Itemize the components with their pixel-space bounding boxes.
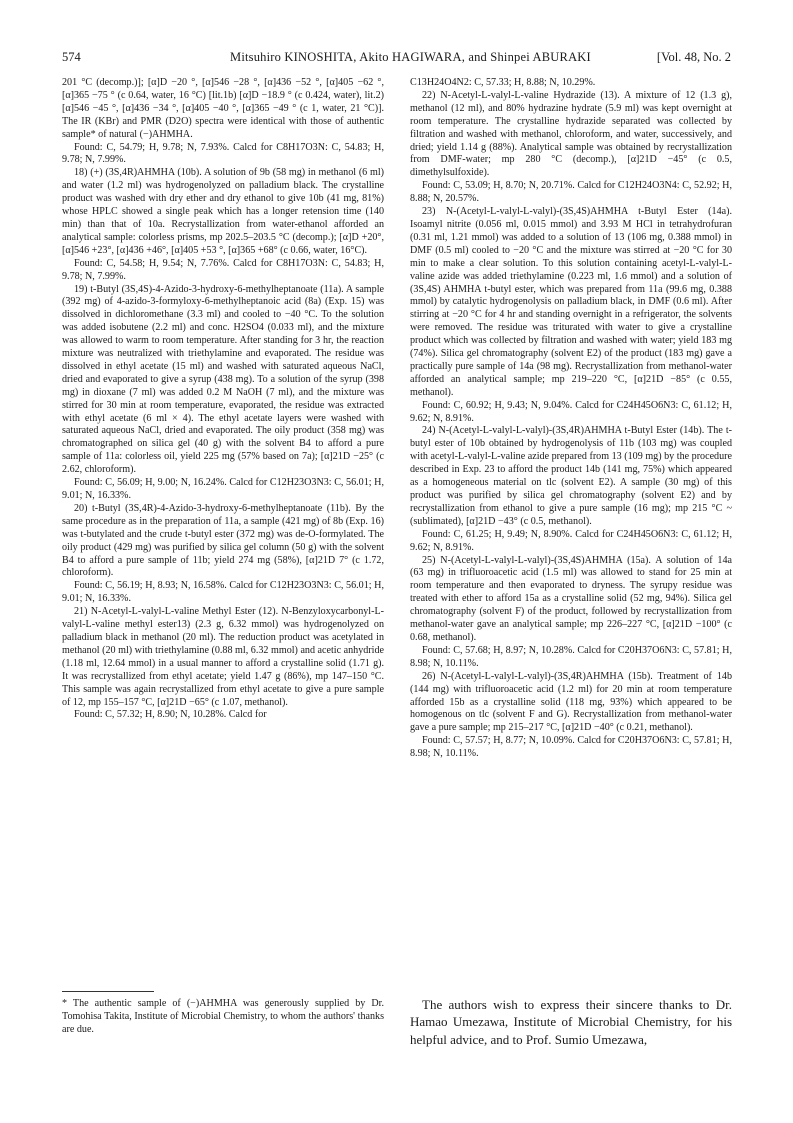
- acknowledgement: [410, 996, 732, 1048]
- running-header: [62, 50, 731, 70]
- footnote: * The authentic sample of (−)AHMHA was generously supplied by Dr. Tomohisa Takita, Institute of Microbial Chemistry, to whom the authors' thanks are due.: [62, 998, 384, 1036]
- volume-label: [Vol. 48, No. 2: [656, 50, 731, 64]
- analysis-line: Found: C, 57.32; H, 8.90; N, 10.28%. Calcd for: [74, 709, 267, 721]
- experimental-paragraph: 24) N-(Acetyl-L-valyl-L-valyl)-(3S,4R)AHMHA t-Butyl Ester (14b). The t-butyl ester of 10b obtained by hydrogenolysis of 11b (103 mg) was coupled with acetyl-L-valyl-L-valine azide prepared from 13 (109 mg) by the procedure described in Exp. 23 to afford the product 14b (141 mg, 75%) which appeared as a homogeneous material on tlc (solvent E2). A sample (30 mg) of this product was purified by silica gel chromatography (solvent E2) and by recrystallization from ethanol to give a pure sample (16 mg); mp 215 °C ~ (sublimated), [α]21D −43° (c 0.5, methanol).: [410, 425, 732, 527]
- experimental-paragraph: 26) N-(Acetyl-L-valyl-L-valyl)-(3S,4R)AHMHA (15b). Treatment of 14b (144 mg) with trifluoroacetic acid (1.2 ml) for 20 min at room temperature afforded 15b as a crystalline solid (118 mg, 93%) which appeared to be homogenous on tlc (solvent F and G). Recrystallization from methanol-water gave a pure sample; mp 215–217 °C, [α]21D −40° (c 0.21, methanol).: [410, 670, 732, 734]
- analysis-line: Found: C, 57.68; H, 8.97; N, 10.28%. Calcd for C20H37O6N3: C, 57.81; H, 8.98; N, 10.11%.: [410, 644, 732, 669]
- analysis-line: Found: C, 57.57; H, 8.77; N, 10.09%. Calcd for C20H37O6N3: C, 57.81; H, 8.98; N, 10.11%.: [410, 735, 732, 760]
- analysis-line: Found: C, 56.19; H, 8.93; N, 16.58%. Calcd for C12H23O3N3: C, 56.01; H, 9.01; N, 16.33%.: [62, 580, 384, 605]
- running-authors: Mitsuhiro KINOSHITA, Akito HAGIWARA, and Shinpei ABURAKI: [230, 50, 591, 64]
- analysis-line: Found: C, 61.25; H, 9.49; N, 8.90%. Calcd for C24H45O6N3: C, 61.12; H, 9.62; N, 8.91%.: [410, 528, 732, 553]
- footnote-rule: [62, 991, 154, 992]
- paragraph: 201 °C (decomp.)]; [α]D −20 °, [α]546 −28 °, [α]436 −52 °, [α]405 −62 °, [α]365 −75 ° (c 0.64, water, 16 °C) [lit.1b) [α]D −18.9 ° (c 0.424, water), lit.2) [α]546 −45 °, [α]436 −34 °, [α]405 −40 °, [α]365 −49 ° (c 1, water, 21 °C)]. The IR (KBr) and PMR (D2O) spectra were identical with those of authentic sample* of natural (−)AHMHA.: [62, 77, 384, 140]
- analysis-line: Found: C, 54.79; H, 9.78; N, 7.93%. Calcd for C8H17O3N: C, 54.83; H, 9.78; N, 7.99%.: [62, 141, 384, 166]
- left-column: [62, 77, 384, 722]
- analysis-line: Found: C, 56.09; H, 9.00; N, 16.24%. Calcd for C12H23O3N3: C, 56.01; H, 9.01; N, 16.33%.: [62, 477, 384, 501]
- acknowledgement-text: The authors wish to express their sincere thanks to Dr. Hamao Umezawa, Institute of Microbial Chemistry, for his helpful advice, and to Prof. Sumio Umezawa,: [410, 997, 732, 1047]
- right-column: [410, 77, 732, 761]
- experimental-paragraph: 19) t-Butyl (3S,4S)-4-Azido-3-hydroxy-6-methylheptanoate (11a). A sample (392 mg) of 4-azido-3-formyloxy-6-methylheptanoic acid (8a) (Exp. 15) was dissolved in dichloromethane (3.3 ml) and cooled to −40 °C. To the solution was added isobutene (2.2 ml) and conc. H2SO4 (0.033 ml), and the mixture was allowed to warm to room temperature. After standing for 3 hr, the reaction mixture was neutralized with triethylamine and evaporated. The residue was dissolved in ethyl acetate (15 ml) and washed with saturated aqueous NaCl, dried and evaporated to give a syrup (438 mg). To a solution of the syrup (398 mg) in dioxane (7 ml) was added 0.2 M NaOH (7 ml), and the mixture was stirred for 30 min at room temperature, evaporated, the residue was extracted with ethyl acetate (6 ml × 4). The ethyl acetate layers were washed with saturated aqueous NaCl, dried and evaporated. The oily product (358 mg) was chromatographed on silica gel (40 g) with the solvent B4 to afford a pure sample of 11a: colorless oil, yield 225 mg (57% based on 7a); [α]21D −25° (c 2.62, chloroform).: [62, 283, 384, 476]
- analysis-line: Found: C, 53.09; H, 8.70; N, 20.71%. Calcd for C12H24O3N4: C, 52.92; H, 8.88; N, 20.57%.: [410, 180, 732, 205]
- experimental-paragraph: 20) t-Butyl (3S,4R)-4-Azido-3-hydroxy-6-methylheptanoate (11b). By the same procedure as in the preparation of 11a, a sample (421 mg) of 8b (Exp. 16) was t-butylated and the crude t-butyl ester (372 mg) was de-O-formylated. The oily product (429 mg) was purified by silica gel column (50 g) with the solvent B4 to afford a pure sample of 11b; yield 274 mg (58%), [α]21D 7° (c 1.72, chloroform).: [62, 502, 384, 579]
- experimental-paragraph: 23) N-(Acetyl-L-valyl-L-valyl)-(3S,4S)AHMHA t-Butyl Ester (14a). Isoamyl nitrite (0.056 ml, 0.015 mmol) and 3.93 M HCl in tetrahydrofuran (0.31 ml, 1.21 mmol) was added to a solution of 13 (106 mg, 0.388 mmol) in DMF (0.5 ml) cooled to −20 °C and the mixture was stirred at −20 °C for 30 min to make a clear solution. To this solution containing acetyl-L-valyl-L-valine azide was added triethylamine (0.223 ml, 1.6 mmol) and a solution of (3S,4S) AHMHA t-butyl ester, which was prepared from 11a (99.6 mg, 0.388 mmol) by catalytic hydrogenolysis on palladium black, in DMF (0.6 ml). After stirring at −20 °C for 4 hr and standing overnight in a refrigerator, the solvents were removed. The residue was triturated with water to give a crystalline product which was collected by filtration and washed with water; yield 183 mg (74%). Silica gel chromatography (solvent E2) of the product (183 mg) gave a practically pure sample of 14a (98 mg). Recrystallization from methanol-water afforded an analytical sample; mp 219–220 °C, [α]21D −85° (c 0.55, methanol).: [410, 206, 732, 398]
- experimental-paragraph: 18) (+) (3S,4R)AHMHA (10b). A solution of 9b (58 mg) in methanol (6 ml) and water (1.2 ml) was hydrogenolyzed on palladium black. The crystalline product was washed with dry ether and dry ethanol to give 10b (41 mg, 81%) whose HPLC showed a single peak which has a longer retension time (140 min) than that of 10a. Recrystallization from water-ethanol afforded an analytical sample: colorless prisms, mp 202.5–203.5 °C (decomp.); [α]D +20°, [α]546 +23°, [α]436 +46°, [α]405 +53 °, [α]365 +68° (c 0.66, water, 16°C).: [62, 167, 384, 256]
- analysis-line: Found: C, 54.58; H, 9.54; N, 7.76%. Calcd for C8H17O3N: C, 54.83; H, 9.78; N, 7.99%.: [62, 257, 384, 282]
- analysis-line: Found: C, 60.92; H, 9.43; N, 9.04%. Calcd for C24H45O6N3: C, 61.12; H, 9.62; N, 8.91%.: [410, 399, 732, 424]
- experimental-paragraph: 22) N-Acetyl-L-valyl-L-valine Hydrazide (13). A mixture of 12 (1.3 g), methanol (12 ml), and 80% hydrazine hydrate (5.9 ml) was kept overnight at room temperature. The crystalline hydrazide separated was collected by filtration and washed with methanol, chloroform, and water, successively, and dried; yield 1.14 g (88%). Analytical sample was obtained by recrystallization from DMF-water; mp 280 °C (decomp.), [α]21D −45° (c 0.5, dimethylsulfoxide).: [410, 89, 732, 179]
- page-number: 574: [62, 50, 81, 64]
- experimental-paragraph: 21) N-Acetyl-L-valyl-L-valine Methyl Ester (12). N-Benzyloxycarbonyl-L-valyl-L-valine methyl ester13) (2.3 g, 6.32 mmol) was hydrogenolyzed on palladium black in methanol (20 ml). The reduction product was acetylated in methanol (20 ml) with triethylamine (0.88 ml, 6.32 mmol) and acetic anhydride (1.18 ml, 12.64 mmol) in a usual manner to afford a crystalline solid (1.71 g). It was recrystallized from ethyl acetate; yield 1.47 g (86%), mp 147–150 °C. This sample was again recrystallized from ethyl acetate to give a pure sample of 12, mp 155–157 °C, [α]21D −65° (c 1.07, methanol).: [62, 606, 384, 708]
- paragraph: C13H24O4N2: C, 57.33; H, 8.88; N, 10.29%.: [410, 77, 596, 88]
- experimental-paragraph: 25) N-(Acetyl-L-valyl-L-valyl)-(3S,4S)AHMHA (15a). A solution of 14a (63 mg) in trifluoroacetic acid (1.5 ml) was allowed to stand for 25 min at room temperature and then evaporated to dryness. The syrupy residue was treated with ether to afford 15a as a crystalline solid (52 mg, 94%). Silica gel chromatography (solvent F) of the product, followed by recrystallization from methanol-water gave an analytical sample; mp 226–227 °C, [α]21D −100° (c 0.68, methanol).: [410, 554, 732, 643]
